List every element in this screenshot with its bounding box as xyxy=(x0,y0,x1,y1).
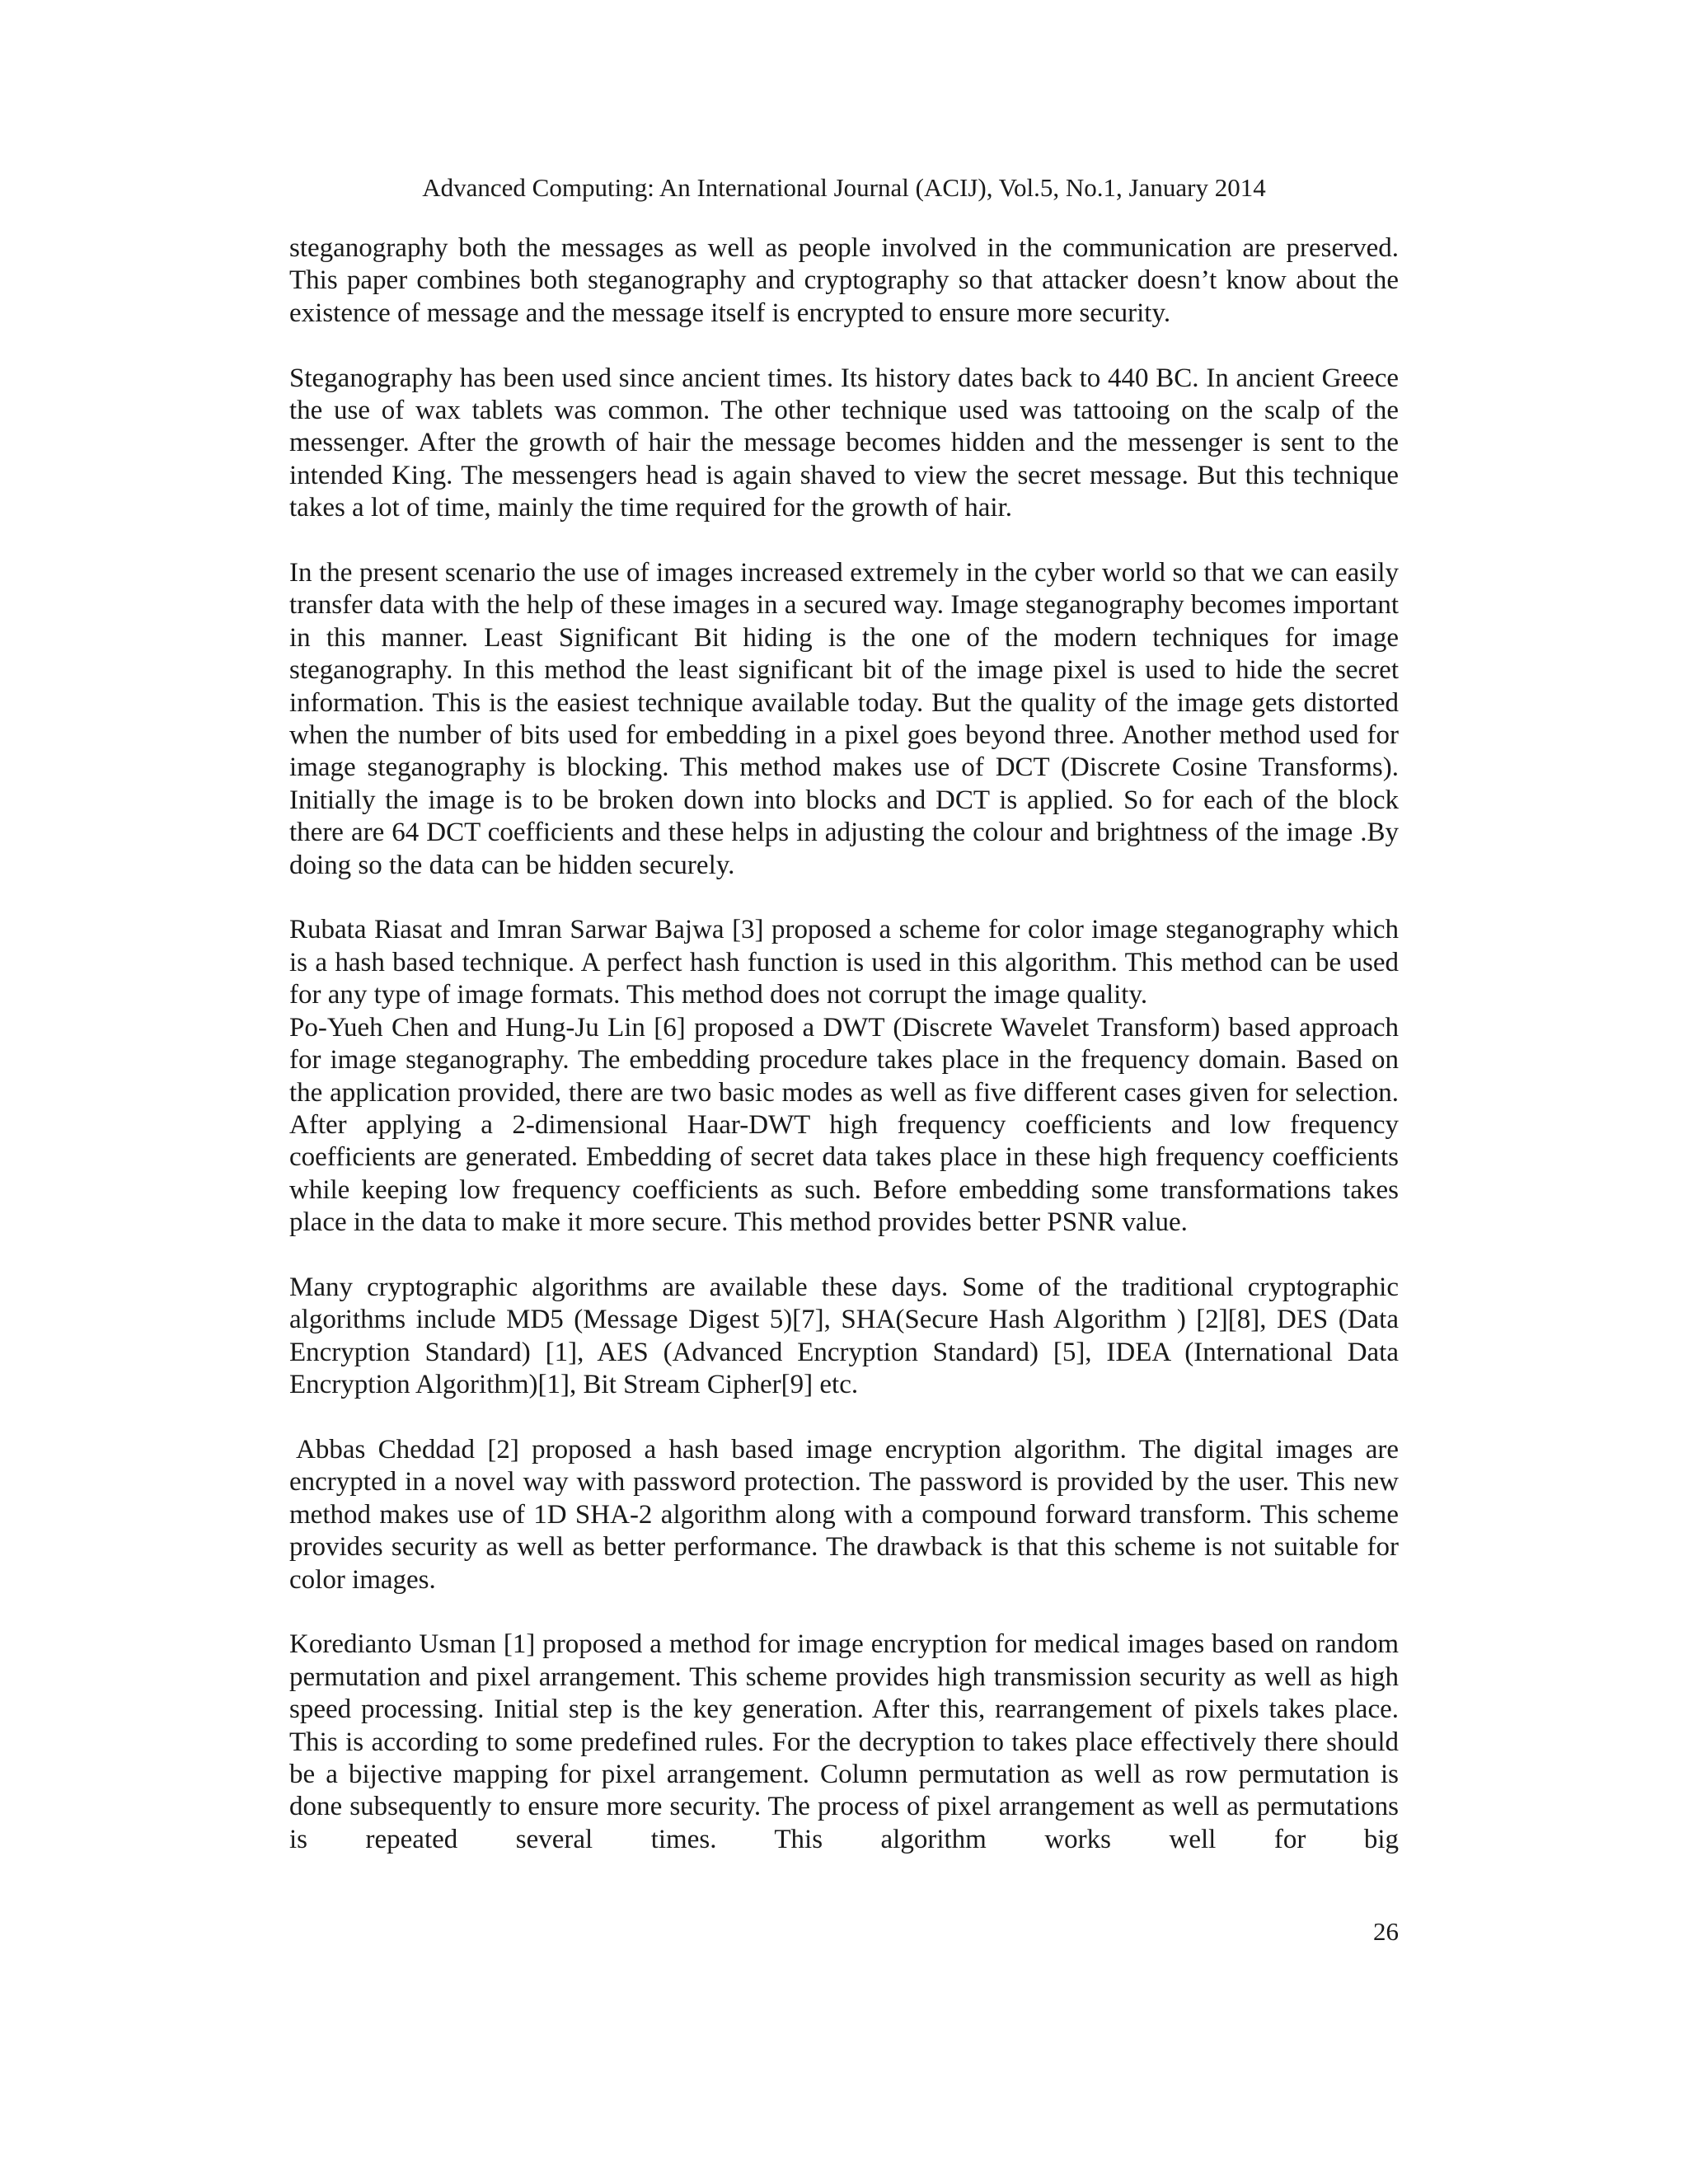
paragraph-image-steganography: In the present scenario the use of images increased extremely in the cyber world so that we can easily transfer data with the help of these images in a secured way. Image steganography becomes important in this manner. Least Significant Bit hiding is the one of the modern techniques for image steganography. In this method the least significant bit of the image pixel is used to hide the secret information. This is the easiest technique available today. But the quality of the image gets distorted when the number of bits used for embedding in a pixel goes beyond three. Another method used for image steganography is blocking. This method makes use of DCT (Discrete Cosine Transforms). Initially the image is to be broken down into blocks and DCT is applied. So for each of the block there are 64 DCT coefficients and these helps in adjusting the colour and brightness of the image .By doing so the data can be hidden securely. xyxy=(289,558,1399,880)
paragraph-history: Steganography has been used since ancient times. Its history dates back to 440 BC. In ancient Greece the use of wax tablets was common. The other technique used was tattooing on the scalp of the messenger. After the growth of hair the message becomes hidden and the messenger is sent to the intended King. The messengers head is again shaved to view the secret message. But this technique takes a lot of time, mainly the time required for the growth of hair. xyxy=(289,363,1399,523)
paragraph-chen-lin: Po-Yueh Chen and Hung-Ju Lin [6] proposed a DWT (Discrete Wavelet Transform) based approach for image steganography. The embedding procedure takes place in the frequency domain. Based on the application provided, there are two basic modes as well as five different cases given for selection. After applying a 2-dimensional Haar-DWT high frequency coefficients and low frequency coefficients are generated. Embedding of secret data takes place in these high frequency coefficients while keeping low frequency coefficients as such. Before embedding some transformations takes place in the data to make it more secure. This method provides better PSNR value. xyxy=(289,1012,1399,1238)
page-number: 26 xyxy=(1373,1917,1399,1946)
paragraph-cryptographic-algorithms: Many cryptographic algorithms are available these days. Some of the traditional cryptographic algorithms include MD5 (Message Digest 5)[7], SHA(Secure Hash Algorithm ) [2][8], DES (Data Encryption Standard) [1], AES (Advanced Encryption Standard) [5], IDEA (International Data Encryption Algorithm)[1], Bit Stream Cipher[9] etc. xyxy=(289,1272,1399,1400)
body-text xyxy=(289,232,1399,1856)
running-head: Advanced Computing: An International Journal (ACIJ), Vol.5, No.1, January 2014 xyxy=(422,173,1266,202)
paragraph-usman: Koredianto Usman [1] proposed a method for image encryption for medical images based on random permutation and pixel arrangement. This scheme provides high transmission security as well as high speed processing. Initial step is the key generation. After this, rearrangement of pixels takes place. This is according to some predefined rules. For the decryption to takes place effectively there should be a bijective mapping for pixel arrangement. Column permutation as well as row permutation is done subsequently to ensure more security. The process of pixel arrangement as well as permutations is repeated several times. This algorithm works well for big xyxy=(289,1629,1399,1854)
paragraph-cheddad: Abbas Cheddad [2] proposed a hash based image encryption algorithm. The digital images are encrypted in a novel way with password protection. The password is provided by the user. This new method makes use of 1D SHA-2 algorithm along with a compound forward transform. This scheme provides security as well as better performance. The drawback is that this scheme is not suitable for color images. xyxy=(289,1434,1399,1595)
paragraph-riasat-bajwa: Rubata Riasat and Imran Sarwar Bajwa [3] proposed a scheme for color image steganography which is a hash based technique. A perfect hash function is used in this algorithm. This method can be used for any type of image formats. This method does not corrupt the image quality. xyxy=(289,915,1399,1010)
paragraph-steganography-intro: steganography both the messages as well as people involved in the communication are preserved. This paper combines both steganography and cryptography so that attacker doesn’t know about the existence of message and the message itself is encrypted to ensure more security. xyxy=(289,233,1399,328)
